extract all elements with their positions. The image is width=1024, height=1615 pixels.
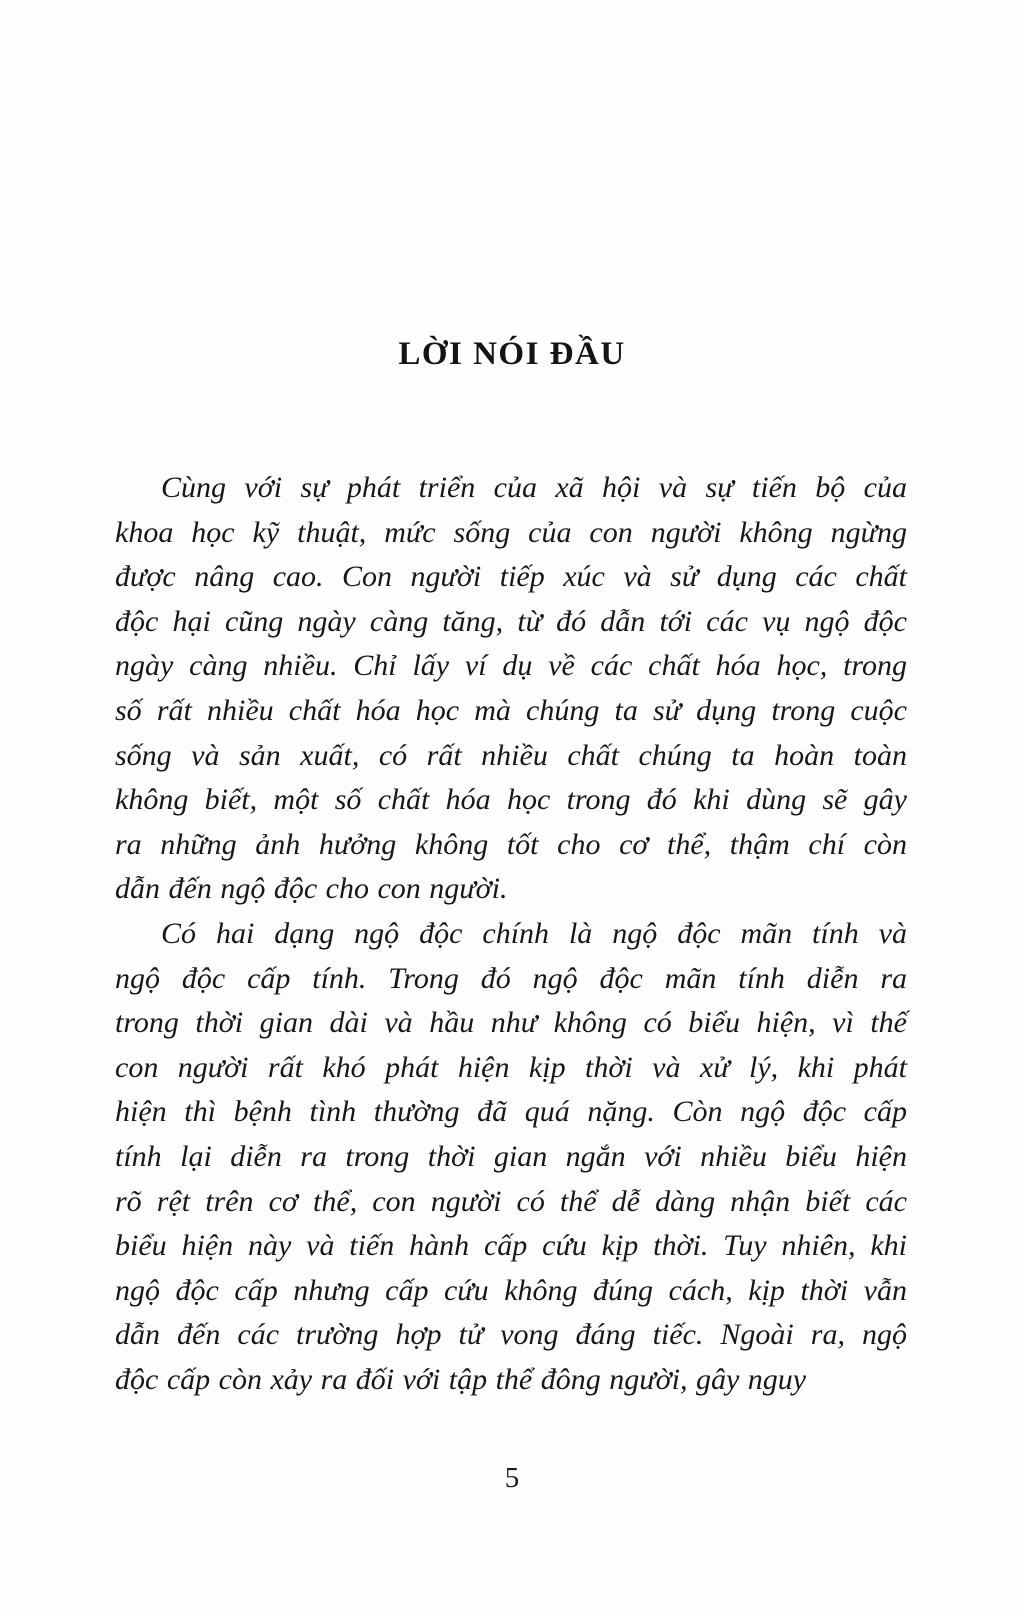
text-line: không biết, một số chất hóa học trong đó khi dùng sẽ gây (115, 783, 907, 817)
text-line: dẫn đến các trường hợp tử vong đáng tiếc. Ngoài ra, ngộ (115, 1318, 907, 1352)
text-line: rõ rệt trên cơ thể, con người có thể dễ dàng nhận biết các (115, 1184, 907, 1218)
text-line: Cùng với sự phát triển của xã hội và sự tiến bộ của (161, 471, 907, 504)
text-line: ra những ảnh hưởng không tốt cho cơ thể, thậm chí còn (115, 827, 907, 861)
text-line: Có hai dạng ngộ độc chính là ngộ độc mãn tính và (161, 916, 907, 950)
text-line: khoa học kỹ thuật, mức sống của con người không ngừng (115, 515, 907, 549)
text-line: biểu hiện này và tiến hành cấp cứu kịp thời. Tuy nhiên, khi (115, 1229, 907, 1263)
text-line: tính lại diễn ra trong thời gian ngắn với nhiều biểu hiện (115, 1139, 907, 1173)
text-line: sống và sản xuất, có rất nhiều chất chúng ta hoàn toàn (115, 738, 907, 772)
text-line: độc cấp còn xảy ra đối với tập thể đông người, gây nguy (115, 1362, 807, 1396)
text-line: dẫn đến ngộ độc cho con người. (115, 872, 508, 906)
page-title: LỜI NÓI ĐẦU (398, 336, 626, 372)
page-number: 5 (504, 1462, 520, 1494)
text-line: số rất nhiều chất hóa học mà chúng ta sử dụng trong cuộc (115, 693, 907, 727)
text-line: hiện thì bệnh tình thường đã quá nặng. Còn ngộ độc cấp (115, 1095, 907, 1129)
text-line: ngộ độc cấp tính. Trong đó ngộ độc mãn tính diễn ra (115, 961, 907, 995)
body-text (115, 466, 907, 1402)
text-line: độc hại cũng ngày càng tăng, từ đó dẫn tới các vụ ngộ độc (115, 604, 907, 638)
text-line: được nâng cao. Con người tiếp xúc và sử dụng các chất (115, 560, 907, 594)
text-line: trong thời gian dài và hầu như không có biểu hiện, vì thế (115, 1006, 907, 1040)
text-line: con người rất khó phát hiện kịp thời và xử lý, khi phát (115, 1050, 907, 1084)
text-line: ngày càng nhiều. Chỉ lấy ví dụ về các chất hóa học, trong (115, 649, 907, 683)
text-line: ngộ độc cấp nhưng cấp cứu không đúng cách, kịp thời vẫn (115, 1273, 907, 1307)
